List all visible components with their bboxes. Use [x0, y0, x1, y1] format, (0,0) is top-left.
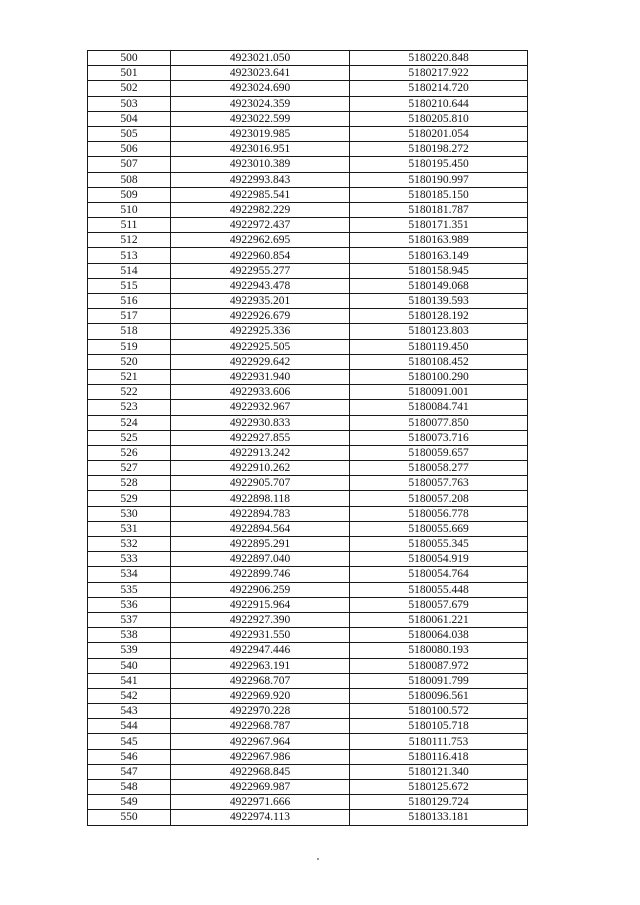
table-row: [88, 688, 528, 703]
y-coordinate-cell: 5180096.561: [350, 688, 528, 703]
table-row: [88, 582, 528, 597]
x-coordinate-cell: 4922895.291: [171, 537, 350, 552]
x-coordinate-cell: 4922963.191: [171, 658, 350, 673]
point-number-cell: 509: [88, 187, 171, 202]
y-coordinate-cell: 5180139.593: [350, 294, 528, 309]
table-row: [88, 643, 528, 658]
point-number-cell: 501: [88, 66, 171, 81]
table-row: [88, 612, 528, 627]
x-coordinate-cell: 4922968.787: [171, 719, 350, 734]
table-row: [88, 126, 528, 141]
point-number-cell: 502: [88, 81, 171, 96]
point-number-cell: 529: [88, 491, 171, 506]
point-number-cell: 549: [88, 795, 171, 810]
table-row: [88, 628, 528, 643]
y-coordinate-cell: 5180210.644: [350, 96, 528, 111]
y-coordinate-cell: 5180121.340: [350, 764, 528, 779]
point-number-cell: 506: [88, 142, 171, 157]
y-coordinate-cell: 5180055.345: [350, 537, 528, 552]
x-coordinate-cell: 4922972.437: [171, 218, 350, 233]
x-coordinate-cell: 4922913.242: [171, 445, 350, 460]
table-row: [88, 96, 528, 111]
table-row: [88, 597, 528, 612]
y-coordinate-cell: 5180100.290: [350, 369, 528, 384]
point-number-cell: 540: [88, 658, 171, 673]
point-number-cell: 536: [88, 597, 171, 612]
y-coordinate-cell: 5180087.972: [350, 658, 528, 673]
point-number-cell: 542: [88, 688, 171, 703]
point-number-cell: 545: [88, 734, 171, 749]
x-coordinate-cell: 4922932.967: [171, 400, 350, 415]
table-row: [88, 810, 528, 825]
point-number-cell: 535: [88, 582, 171, 597]
y-coordinate-cell: 5180171.351: [350, 218, 528, 233]
y-coordinate-cell: 5180058.277: [350, 461, 528, 476]
coordinate-table-body: [88, 51, 528, 826]
table-row: [88, 461, 528, 476]
point-number-cell: 508: [88, 172, 171, 187]
point-number-cell: 503: [88, 96, 171, 111]
table-row: [88, 172, 528, 187]
point-number-cell: 524: [88, 415, 171, 430]
table-row: [88, 66, 528, 81]
y-coordinate-cell: 5180057.208: [350, 491, 528, 506]
point-number-cell: 515: [88, 278, 171, 293]
y-coordinate-cell: 5180057.679: [350, 597, 528, 612]
y-coordinate-cell: 5180125.672: [350, 780, 528, 795]
point-number-cell: 513: [88, 248, 171, 263]
table-row: [88, 339, 528, 354]
point-number-cell: 511: [88, 218, 171, 233]
point-number-cell: 510: [88, 202, 171, 217]
y-coordinate-cell: 5180181.787: [350, 202, 528, 217]
table-row: [88, 400, 528, 415]
y-coordinate-cell: 5180091.001: [350, 385, 528, 400]
table-row: [88, 795, 528, 810]
x-coordinate-cell: 4923016.951: [171, 142, 350, 157]
x-coordinate-cell: 4922931.940: [171, 369, 350, 384]
point-number-cell: 521: [88, 369, 171, 384]
y-coordinate-cell: 5180056.778: [350, 506, 528, 521]
x-coordinate-cell: 4923024.359: [171, 96, 350, 111]
point-number-cell: 500: [88, 51, 171, 66]
y-coordinate-cell: 5180163.149: [350, 248, 528, 263]
y-coordinate-cell: 5180080.193: [350, 643, 528, 658]
table-row: [88, 476, 528, 491]
table-row: [88, 491, 528, 506]
point-number-cell: 519: [88, 339, 171, 354]
table-row: [88, 780, 528, 795]
table-row: [88, 567, 528, 582]
coordinate-table: [87, 50, 528, 826]
table-row: [88, 506, 528, 521]
y-coordinate-cell: 5180205.810: [350, 111, 528, 126]
point-number-cell: 543: [88, 704, 171, 719]
table-row: [88, 430, 528, 445]
point-number-cell: 504: [88, 111, 171, 126]
y-coordinate-cell: 5180190.997: [350, 172, 528, 187]
x-coordinate-cell: 4923010.389: [171, 157, 350, 172]
y-coordinate-cell: 5180220.848: [350, 51, 528, 66]
point-number-cell: 547: [88, 764, 171, 779]
table-row: [88, 142, 528, 157]
table-row: [88, 81, 528, 96]
y-coordinate-cell: 5180185.150: [350, 187, 528, 202]
x-coordinate-cell: 4922910.262: [171, 461, 350, 476]
table-row: [88, 369, 528, 384]
point-number-cell: 516: [88, 294, 171, 309]
x-coordinate-cell: 4922897.040: [171, 552, 350, 567]
point-number-cell: 531: [88, 521, 171, 536]
table-row: [88, 415, 528, 430]
y-coordinate-cell: 5180059.657: [350, 445, 528, 460]
x-coordinate-cell: 4922927.855: [171, 430, 350, 445]
point-number-cell: 528: [88, 476, 171, 491]
table-row: [88, 263, 528, 278]
point-number-cell: 548: [88, 780, 171, 795]
x-coordinate-cell: 4922906.259: [171, 582, 350, 597]
table-row: [88, 658, 528, 673]
x-coordinate-cell: 4922935.201: [171, 294, 350, 309]
x-coordinate-cell: 4922985.541: [171, 187, 350, 202]
table-row: [88, 445, 528, 460]
point-number-cell: 530: [88, 506, 171, 521]
table-row: [88, 673, 528, 688]
point-number-cell: 522: [88, 385, 171, 400]
x-coordinate-cell: 4922905.707: [171, 476, 350, 491]
y-coordinate-cell: 5180100.572: [350, 704, 528, 719]
x-coordinate-cell: 4922967.986: [171, 749, 350, 764]
table-row: [88, 218, 528, 233]
x-coordinate-cell: 4922925.336: [171, 324, 350, 339]
x-coordinate-cell: 4922969.920: [171, 688, 350, 703]
y-coordinate-cell: 5180217.922: [350, 66, 528, 81]
y-coordinate-cell: 5180149.068: [350, 278, 528, 293]
point-number-cell: 550: [88, 810, 171, 825]
table-row: [88, 324, 528, 339]
x-coordinate-cell: 4922894.564: [171, 521, 350, 536]
x-coordinate-cell: 4922915.964: [171, 597, 350, 612]
x-coordinate-cell: 4923022.599: [171, 111, 350, 126]
y-coordinate-cell: 5180116.418: [350, 749, 528, 764]
y-coordinate-cell: 5180108.452: [350, 354, 528, 369]
point-number-cell: 518: [88, 324, 171, 339]
y-coordinate-cell: 5180057.763: [350, 476, 528, 491]
point-number-cell: 507: [88, 157, 171, 172]
y-coordinate-cell: 5180123.803: [350, 324, 528, 339]
y-coordinate-cell: 5180195.450: [350, 157, 528, 172]
table-row: [88, 233, 528, 248]
y-coordinate-cell: 5180133.181: [350, 810, 528, 825]
point-number-cell: 532: [88, 537, 171, 552]
x-coordinate-cell: 4922947.446: [171, 643, 350, 658]
x-coordinate-cell: 4923021.050: [171, 51, 350, 66]
y-coordinate-cell: 5180105.718: [350, 719, 528, 734]
table-row: [88, 704, 528, 719]
table-row: [88, 552, 528, 567]
table-row: [88, 294, 528, 309]
table-row: [88, 51, 528, 66]
x-coordinate-cell: 4922974.113: [171, 810, 350, 825]
x-coordinate-cell: 4922982.229: [171, 202, 350, 217]
y-coordinate-cell: 5180214.720: [350, 81, 528, 96]
point-number-cell: 512: [88, 233, 171, 248]
y-coordinate-cell: 5180198.272: [350, 142, 528, 157]
table-row: [88, 719, 528, 734]
x-coordinate-cell: 4922960.854: [171, 248, 350, 263]
y-coordinate-cell: 5180158.945: [350, 263, 528, 278]
y-coordinate-cell: 5180064.038: [350, 628, 528, 643]
table-row: [88, 764, 528, 779]
x-coordinate-cell: 4922943.478: [171, 278, 350, 293]
point-number-cell: 505: [88, 126, 171, 141]
table-row: [88, 248, 528, 263]
table-row: [88, 202, 528, 217]
x-coordinate-cell: 4923023.641: [171, 66, 350, 81]
y-coordinate-cell: 5180054.764: [350, 567, 528, 582]
point-number-cell: 546: [88, 749, 171, 764]
x-coordinate-cell: 4922962.695: [171, 233, 350, 248]
point-number-cell: 534: [88, 567, 171, 582]
table-row: [88, 385, 528, 400]
point-number-cell: 525: [88, 430, 171, 445]
x-coordinate-cell: 4922968.845: [171, 764, 350, 779]
table-row: [88, 749, 528, 764]
y-coordinate-cell: 5180073.716: [350, 430, 528, 445]
table-row: [88, 537, 528, 552]
table-row: [88, 309, 528, 324]
table-row: [88, 187, 528, 202]
y-coordinate-cell: 5180091.799: [350, 673, 528, 688]
x-coordinate-cell: 4922899.746: [171, 567, 350, 582]
y-coordinate-cell: 5180084.741: [350, 400, 528, 415]
point-number-cell: 527: [88, 461, 171, 476]
x-coordinate-cell: 4922969.987: [171, 780, 350, 795]
x-coordinate-cell: 4922927.390: [171, 612, 350, 627]
point-number-cell: 544: [88, 719, 171, 734]
y-coordinate-cell: 5180055.448: [350, 582, 528, 597]
y-coordinate-cell: 5180163.989: [350, 233, 528, 248]
point-number-cell: 541: [88, 673, 171, 688]
y-coordinate-cell: 5180128.192: [350, 309, 528, 324]
table-row: [88, 734, 528, 749]
point-number-cell: 533: [88, 552, 171, 567]
x-coordinate-cell: 4922931.550: [171, 628, 350, 643]
x-coordinate-cell: 4922929.642: [171, 354, 350, 369]
y-coordinate-cell: 5180061.221: [350, 612, 528, 627]
x-coordinate-cell: 4922968.707: [171, 673, 350, 688]
point-number-cell: 517: [88, 309, 171, 324]
y-coordinate-cell: 5180055.669: [350, 521, 528, 536]
x-coordinate-cell: 4922925.505: [171, 339, 350, 354]
table-row: [88, 354, 528, 369]
point-number-cell: 514: [88, 263, 171, 278]
y-coordinate-cell: 5180119.450: [350, 339, 528, 354]
y-coordinate-cell: 5180111.753: [350, 734, 528, 749]
page-mark-dot: [317, 858, 319, 860]
x-coordinate-cell: 4922930.833: [171, 415, 350, 430]
x-coordinate-cell: 4922993.843: [171, 172, 350, 187]
point-number-cell: 523: [88, 400, 171, 415]
x-coordinate-cell: 4923024.690: [171, 81, 350, 96]
x-coordinate-cell: 4922926.679: [171, 309, 350, 324]
x-coordinate-cell: 4922898.118: [171, 491, 350, 506]
x-coordinate-cell: 4923019.985: [171, 126, 350, 141]
x-coordinate-cell: 4922967.964: [171, 734, 350, 749]
point-number-cell: 537: [88, 612, 171, 627]
y-coordinate-cell: 5180201.054: [350, 126, 528, 141]
y-coordinate-cell: 5180077.850: [350, 415, 528, 430]
x-coordinate-cell: 4922970.228: [171, 704, 350, 719]
point-number-cell: 539: [88, 643, 171, 658]
point-number-cell: 526: [88, 445, 171, 460]
table-row: [88, 278, 528, 293]
table-row: [88, 157, 528, 172]
table-row: [88, 521, 528, 536]
point-number-cell: 538: [88, 628, 171, 643]
y-coordinate-cell: 5180129.724: [350, 795, 528, 810]
y-coordinate-cell: 5180054.919: [350, 552, 528, 567]
x-coordinate-cell: 4922955.277: [171, 263, 350, 278]
x-coordinate-cell: 4922933.606: [171, 385, 350, 400]
x-coordinate-cell: 4922894.783: [171, 506, 350, 521]
table-row: [88, 111, 528, 126]
point-number-cell: 520: [88, 354, 171, 369]
x-coordinate-cell: 4922971.666: [171, 795, 350, 810]
